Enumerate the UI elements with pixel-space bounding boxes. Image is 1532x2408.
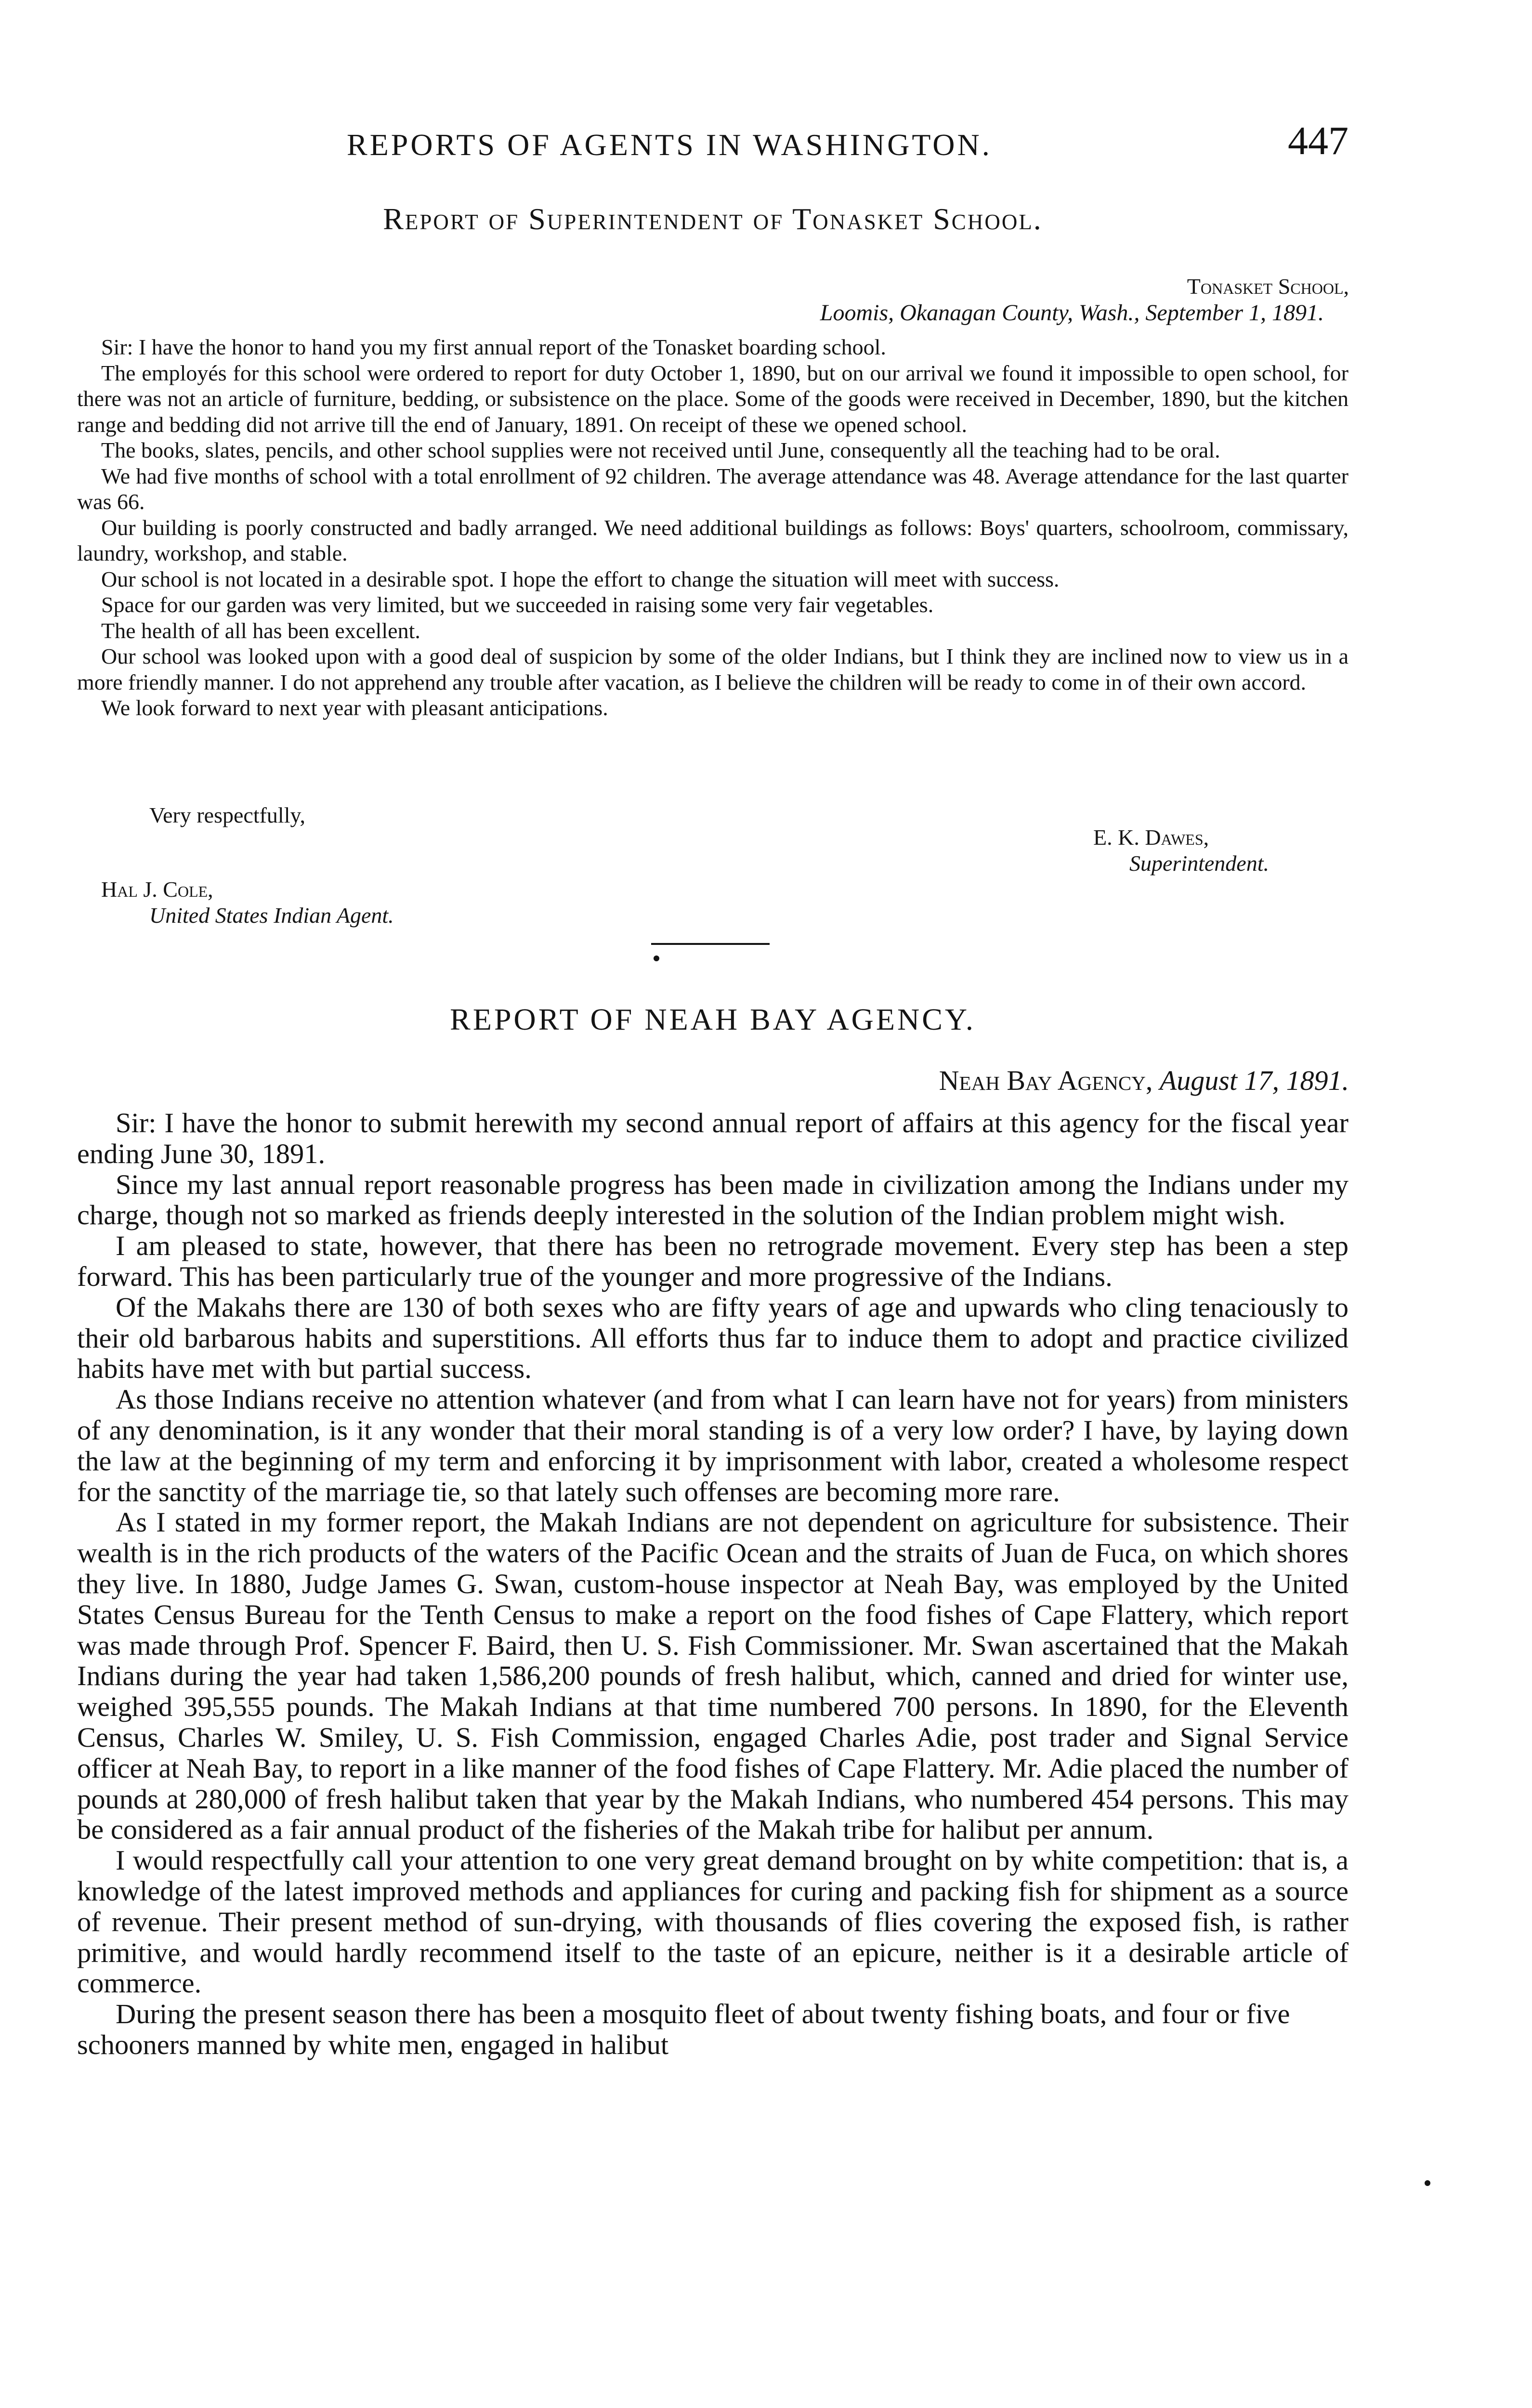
- tonasket-report-body: [77, 334, 1349, 721]
- neah-bay-paragraph: I am pleased to state, however, that there has been no retrograde movement. Every step has been a step forward. This has been particularly true of the younger and more progressive of the Indians.: [77, 1230, 1349, 1292]
- neah-bay-report-title: REPORT OF NEAH BAY AGENCY.: [450, 1002, 976, 1036]
- neah-bay-date: August 17, 1891.: [1159, 1065, 1349, 1096]
- tonasket-paragraph: We had five months of school with a total enrollment of 92 children. The average attendance was 48. Average attendance for the last quarter was 66.: [77, 463, 1349, 514]
- section-separator-rule: [651, 943, 770, 945]
- neah-bay-report-body: [77, 1108, 1349, 2060]
- neah-bay-dateline: [939, 1064, 1349, 1097]
- tonasket-paragraph: Our school was looked upon with a good deal of suspicion by some of the older Indians, but I think they are inclined now to view us in a more friendly manner. I do not apprehend any trouble after vacation, as I believe the children will be ready to come in of their own accord.: [77, 644, 1349, 694]
- running-title: REPORTS OF AGENTS IN WASHINGTON.: [347, 128, 992, 162]
- margin-speck: [1425, 2180, 1430, 2186]
- neah-bay-paragraph: Of the Makahs there are 130 of both sexes who are fifty years of age and upwards who cling tenaciously to their old barbarous habits and superstitions. All efforts thus far to induce them to adopt and practice civilized habits have met with but partial success.: [77, 1291, 1349, 1385]
- neah-bay-paragraph: As I stated in my former report, the Makah Indians are not dependent on agriculture for subsistence. Their wealth is in the rich products of the waters of the Pacific Ocean and the straits of Juan de Fuca, on which shores they live. In 1880, Judge James G. Swan, custom-house inspector at Neah Bay, was employed by the United States Census Bureau for the Tenth Census to make a report on the food fishes of Cape Flattery, which report was made through Prof. Spencer F. Baird, then U. S. Fish Commissioner. Mr. Swan ascertained that the Makah Indians during the year had taken 1,586,200 pounds of fresh halibut, which, canned and dried for winter use, weighed 395,555 pounds. The Makah Indians at that time numbered 700 persons. In 1890, for the Eleventh Census, Charles W. Smiley, U. S. Fish Commission, engaged Charles Adie, post trader and Signal Service officer at Neah Bay, to report in a like manner of the food fishes of Cape Flattery. Mr. Adie placed the number of pounds at 280,000 of fresh halibut taken that year by the Makah Indians, who numbered 454 persons. This may be considered as a fair annual product of the fisheries of the Makah tribe for halibut per annum.: [77, 1506, 1349, 1845]
- neah-bay-place: Neah Bay Agency,: [939, 1065, 1153, 1096]
- tonasket-paragraph: Our school is not located in a desirable spot. I hope the effort to change the situation will meet with success.: [101, 566, 1060, 591]
- tonasket-paragraph: Space for our garden was very limited, but we succeeded in raising some very fair vegetables.: [101, 592, 934, 617]
- page-number: 447: [1288, 118, 1349, 163]
- running-head: [77, 116, 1349, 169]
- tonasket-date-line: Loomis, Okanagan County, Wash., September 1, 1891.: [820, 300, 1324, 326]
- neah-bay-paragraph: As those Indians receive no attention whatever (and from what I can learn have not for years) from ministers of any denomination, is it any wonder that their moral standing is of a very low order? I have, by laying down the law at the beginning of my term and enforcing it by imprisonment with labor, created a wholesome respect for the sanctity of the marriage tie, so that lately such offenses are becoming more rare.: [77, 1384, 1349, 1507]
- signer-title: Superintendent.: [1129, 851, 1269, 876]
- tonasket-paragraph: Sir: I have the honor to hand you my first annual report of the Tonasket boarding school.: [101, 335, 886, 359]
- tonasket-paragraph: The books, slates, pencils, and other school supplies were not received until June, consequently all the teaching had to be oral.: [101, 438, 1220, 462]
- tonasket-paragraph: Our building is poorly constructed and badly arranged. We need additional buildings as follows: Boys' quarters, schoolroom, commissary, laundry, workshop, and stable.: [77, 515, 1349, 565]
- tonasket-report-title: Report of Superintendent of Tonasket School.: [383, 202, 1043, 236]
- tonasket-place-line: Tonasket School,: [1187, 274, 1349, 299]
- neah-bay-paragraph: During the present season there has been a mosquito fleet of about twenty fishing boats, and four or five schooners manned by white men, engaged in halibut: [77, 1998, 1290, 2060]
- neah-bay-paragraph: I would respectfully call your attention to one very great demand brought on by white competition: that is, a knowledge of the latest improved methods and appliances for curing and packing fish for shipment as a source of revenue. Their present method of sun-drying, with thousands of flies covering the exposed fish, is rather primitive, and would hardly recommend itself to the taste of an epicure, neither is it a desirable article of commerce.: [77, 1845, 1349, 1999]
- closing-line: Very respectfully,: [149, 803, 305, 827]
- neah-bay-paragraph: Sir: I have the honor to submit herewith my second annual report of affairs at this agency for the fiscal year ending June 30, 1891.: [77, 1107, 1349, 1169]
- addressee-name: Hal J. Cole,: [101, 877, 213, 902]
- neah-bay-paragraph: Since my last annual report reasonable progress has been made in civilization among the Indians under my charge, though not so marked as friends deeply interested in the solution of the Indian problem might wish.: [77, 1168, 1349, 1231]
- tonasket-paragraph: The health of all has been excellent.: [101, 618, 420, 643]
- addressee-title: United States Indian Agent.: [149, 903, 394, 928]
- separator-dot: [654, 955, 659, 961]
- signer-name: E. K. Dawes,: [1093, 825, 1209, 850]
- tonasket-paragraph: The employés for this school were ordered to report for duty October 1, 1890, but on our arrival we found it impossible to open school, for there was not an article of furniture, bedding, or subsistence on the place. Some of the goods were received in December, 1890, but the kitchen range and bedding did not arrive till the end of January, 1891. On receipt of these we opened school.: [77, 360, 1349, 437]
- tonasket-paragraph: We look forward to next year with pleasant anticipations.: [101, 695, 608, 720]
